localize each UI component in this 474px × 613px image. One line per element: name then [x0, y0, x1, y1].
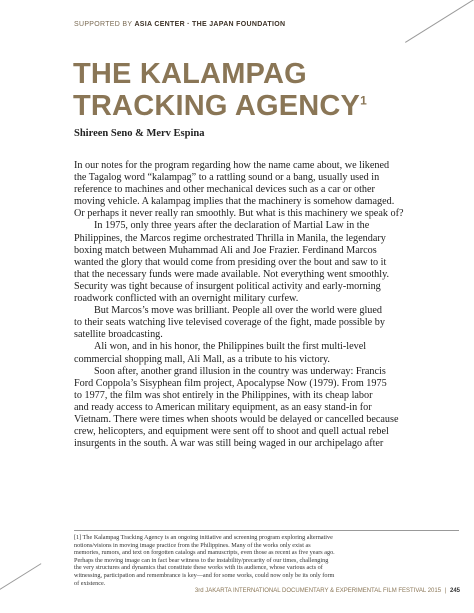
- footnote-line: [1] The Kalampag Tracking Agency is an ongoing initiative and screening program exploring alternative: [74, 534, 333, 541]
- body-line: to their seats watching live televised coverage of the fight, made possible by: [74, 317, 385, 329]
- body-line: Vietnam. There were times when shoots would be delayed or cancelled because: [74, 413, 399, 425]
- article-title: [73, 58, 367, 122]
- page-number: 245: [449, 588, 460, 594]
- body-line: But Marcos’s move was brilliant. People all over the world were glued: [94, 305, 383, 317]
- title-footnote-marker: 1: [360, 93, 367, 108]
- corner-decoration-top: [405, 0, 474, 43]
- article-authors: Shireen Seno & Merv Espina: [74, 128, 205, 139]
- body-line: moving vehicle. A kalampag implies that the machinery is somehow damaged.: [74, 196, 395, 208]
- supported-by-label: SUPPORTED BY: [74, 21, 133, 28]
- footnote-line: Perhaps the moving image can in fact bear witness to the instability/precarity of our times, challenging: [74, 556, 329, 564]
- festival-name: 3rd JAKARTA INTERNATIONAL DOCUMENTARY & EXPERIMENTAL FILM FESTIVAL 2015: [194, 588, 442, 594]
- body-line: and ready access to American military equipment, as an easy stand-in for: [74, 401, 372, 413]
- body-line: insurgents in the south. A war was still being waged in our archipelago after: [74, 438, 384, 450]
- body-line: Philippines, the Marcos regime orchestrated Thrilla in Manila, the legendary: [74, 232, 386, 244]
- footnote-line: memories, rumors, and text on forgotten catalogs and manuscripts, even those as recent as five years ago.: [74, 549, 335, 557]
- corner-decoration-bottom: [0, 563, 41, 596]
- footnote-line: witnessing, participation and remembrance is key—and for some works, could now only be its only form: [74, 571, 335, 579]
- supported-by-line: [74, 21, 285, 28]
- body-line: In 1975, only three years after the declaration of Martial Law in the: [94, 220, 370, 232]
- title-line-1: THE KALAMPAG: [73, 58, 307, 90]
- footnote-divider: [74, 530, 459, 531]
- body-line: In our notes for the program regarding how the name came about, we likened: [74, 160, 390, 171]
- body-line: reference to machines and other mechanical devices such as a car or other: [74, 184, 375, 196]
- body-line: commercial shopping mall, Ali Mall, as a tribute to his victory.: [74, 353, 330, 365]
- sponsor-name: ASIA CENTER · THE JAPAN FOUNDATION: [134, 21, 286, 28]
- footnote-line: the very structures and dynamics that constitute these works with its audience, whose various acts of: [74, 564, 323, 572]
- footnote-line: of existence.: [74, 579, 106, 587]
- body-line: Ali won, and in his honor, the Philippines built the first multi-level: [94, 341, 367, 353]
- title-line-2: TRACKING AGENCY: [73, 90, 361, 122]
- body-line: Soon after, another grand illusion in the country was underway: Francis: [94, 365, 386, 377]
- article-body: [74, 160, 459, 450]
- body-line: that the necessary funds were made available. Not everything went smoothly.: [74, 268, 390, 280]
- body-line: crew, helicopters, and equipment were sent off to shoot and quell actual rebel: [74, 426, 389, 438]
- body-line: to 1977, the film was shot entirely in the Philippines, with its cheap labor: [74, 389, 373, 401]
- body-line: satellite broadcasting.: [74, 329, 163, 341]
- body-line: Security was tight because of insurgent political activity and early-morning: [74, 280, 381, 292]
- body-line: the Tagalog word “kalampag” to a rattling sound or a bang, usually used in: [74, 172, 380, 184]
- page-footer: [195, 588, 460, 594]
- footnote: [74, 534, 459, 587]
- body-line: Or perhaps it never really ran smoothly. But what is this machinery we speak of?: [74, 208, 404, 220]
- body-line: wanted the glory that would come from presiding over the bout and saw to it: [74, 256, 387, 268]
- body-line: boxing match between Muhammad Ali and Joe Frazier. Ferdinand Marcos: [74, 244, 377, 256]
- body-line: Ford Coppola’s Sisyphean film project, Apocalypse Now (1979). From 1975: [74, 377, 387, 389]
- footnote-line: notions/visions in moving image practice from the Philippines. Many of the works only exist as: [74, 541, 311, 549]
- footer-separator: |: [444, 588, 447, 594]
- body-line: roadwork conflicted with an overnight military curfew.: [74, 293, 299, 305]
